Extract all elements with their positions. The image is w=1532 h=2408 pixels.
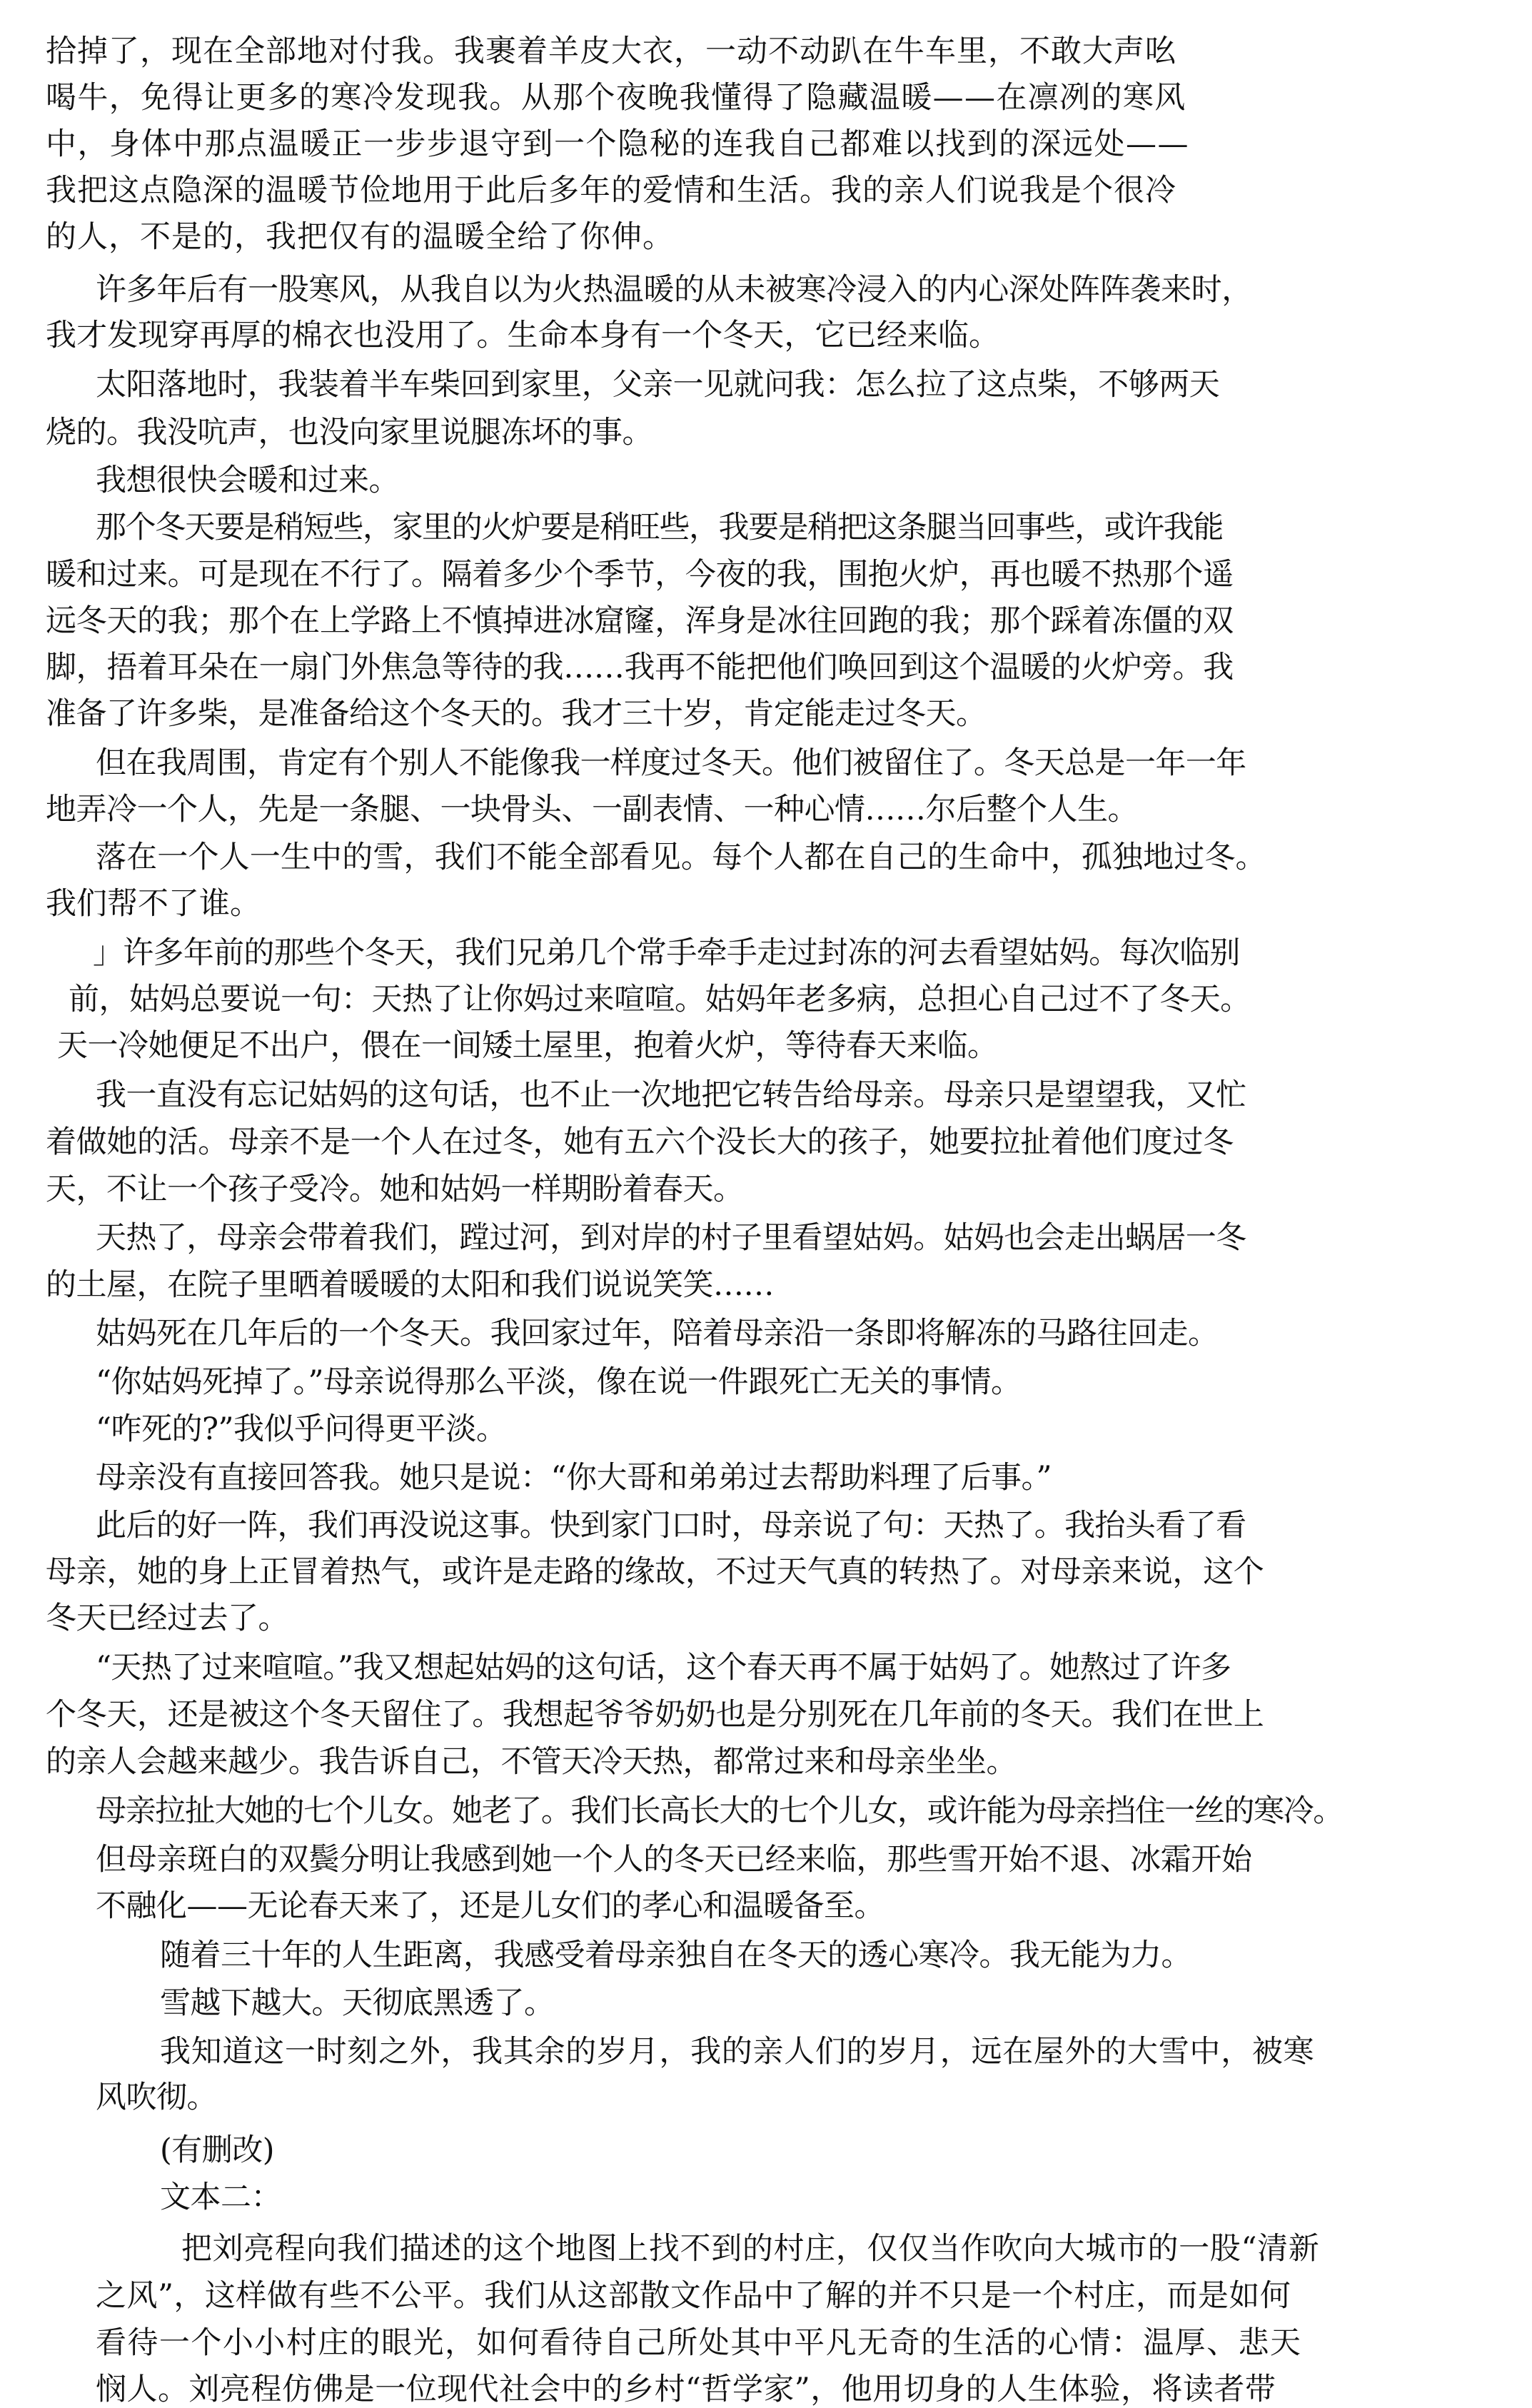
text-line: 远冬天的我；那个在上学路上不慎掉进冰窟窿，浑身是冰往回跑的我；那个踩着冻僵的双 xyxy=(46,603,1234,639)
text-line: 把刘亮程向我们描述的这个地图上找不到的村庄，仅仅当作吹向大城市的一股“清新 xyxy=(181,2231,1320,2267)
text-line: 天一冷她便足不出户，偎在一间矮土屋里，抱着火炉，等待春天来临。 xyxy=(57,1028,998,1064)
text-line: 太阳落地时，我装着半车柴回到家里，父亲一见就问我：怎么拉了这点柴，不够两天 xyxy=(96,367,1220,403)
text-line: 地弄冷一个人，先是一条腿、一块骨头、一副表情、一种心情……尔后整个人生。 xyxy=(46,792,1138,827)
text-line: 我想很快会暖和过来。 xyxy=(96,463,399,498)
text-line: “你姑妈死掉了。”母亲说得那么平淡，像在说一件跟死亡无关的事情。 xyxy=(96,1364,1022,1400)
text-line: 之风”，这样做有些不公平。我们从这部散文作品中了解的并不只是一个村庄，而是如何 xyxy=(96,2278,1291,2314)
text-line: 但母亲斑白的双鬓分明让我感到她一个人的冬天已经来临，那些雪开始不退、冰霜开始 xyxy=(96,1842,1252,1878)
text-line: 但在我周围，肯定有个别人不能像我一样度过冬天。他们被留住了。冬天总是一年一年 xyxy=(96,745,1246,781)
text-line: 落在一个人一生中的雪，我们不能全部看见。每个人都在自己的生命中，孤独地过冬。 xyxy=(96,840,1266,875)
text-line: 风吹彻。 xyxy=(96,2080,217,2115)
text-line: 的亲人会越来越少。我告诉自己，不管天冷天热，都常过来和母亲坐坐。 xyxy=(46,1744,1017,1780)
text-line: 我把这点隐深的温暖节俭地用于此后多年的爱情和生活。我的亲人们说我是个很冷 xyxy=(46,173,1176,208)
text-line: 烧的。我没吭声，也没向家里说腿冻坏的事。 xyxy=(46,415,652,450)
text-line: 我们帮不了谁。 xyxy=(46,886,261,922)
text-line: 喝牛，免得让更多的寒冷发现我。从那个夜晚我懂得了隐藏温暖——在凛冽的寒风 xyxy=(46,80,1186,116)
text-line: 中，身体中那点温暖正一步步退守到一个隐秘的连我自己都难以找到的深远处—— xyxy=(46,126,1189,162)
text-line: 文本二： xyxy=(160,2180,281,2215)
text-line: 随着三十年的人生距离，我感受着母亲独自在冬天的透心寒冷。我无能为力。 xyxy=(160,1938,1191,1973)
text-line: 不融化——无论春天来了，还是儿女们的孝心和温暖备至。 xyxy=(96,1888,885,1924)
text-line: 许多年后有一股寒风，从我自以为火热温暖的从未被寒冷浸入的内心深处阵阵袭来时， xyxy=(96,272,1252,308)
text-line: 的人，不是的，我把仅有的温暖全给了你伸。 xyxy=(46,219,674,255)
text-line: 准备了许多柴，是准备给这个冬天的。我才三十岁，肯定能走过冬天。 xyxy=(46,696,987,732)
text-line: 母亲，她的身上正冒着热气，或许是走路的缘故，不过天气真的转热了。对母亲来说，这个 xyxy=(46,1554,1264,1590)
text-line: 着做她的活。母亲不是一个人在过冬，她有五六个没长大的孩子，她要拉扯着他们度过冬 xyxy=(46,1124,1234,1160)
text-line: 的土屋，在院子里晒着暖暖的太阳和我们说说笑笑…… xyxy=(46,1267,774,1303)
text-line: 此后的好一阵，我们再没说这事。快到家门口时，母亲说了句：天热了。我抬头看了看 xyxy=(96,1508,1246,1543)
text-line: 冬天已经过去了。 xyxy=(46,1601,288,1636)
text-line: 母亲拉扯大她的七个儿女。她老了。我们长高长大的七个儿女，或许能为母亲挡住一丝的寒冷。 xyxy=(96,1793,1343,1829)
text-line: 」许多年前的那些个冬天，我们兄弟几个常手牵手走过封冻的河去看望姑妈。每次临别 xyxy=(93,935,1240,971)
text-line: 前，姑妈总要说一句：天热了让你妈过来喧喧。姑妈年老多病，总担心自己过不了冬天。 xyxy=(69,982,1251,1017)
text-line: 那个冬天要是稍短些，家里的火炉要是稍旺些，我要是稍把这条腿当回事些，或许我能 xyxy=(96,510,1223,545)
text-line: 姑妈死在几年后的一个冬天。我回家过年，陪着母亲沿一条即将解冻的马路往回走。 xyxy=(96,1316,1219,1351)
text-line: 悯人。刘亮程仿佛是一位现代社会中的乡村“哲学家”，他用切身的人生体验，将读者带 xyxy=(96,2372,1276,2407)
text-line: 我知道这一时刻之外，我其余的岁月，我的亲人们的岁月，远在屋外的大雪中，被寒 xyxy=(160,2034,1315,2070)
text-line: 雪越下越大。天彻底黑透了。 xyxy=(160,1985,555,2021)
text-line: 暖和过来。可是现在不行了。隔着多少个季节，今夜的我，围抱火炉，再也暖不热那个遥 xyxy=(46,557,1234,593)
text-line: 我一直没有忘记姑妈的这句话，也不止一次地把它转告给母亲。母亲只是望望我，又忙 xyxy=(96,1077,1246,1113)
text-line: 脚，捂着耳朵在一扇门外焦急等待的我……我再不能把他们唤回到这个温暖的火炉旁。我 xyxy=(46,650,1234,685)
text-line: 天热了，母亲会带着我们，蹚过河，到对岸的村子里看望姑妈。姑妈也会走出蜗居一冬 xyxy=(96,1220,1246,1256)
text-line: 母亲没有直接回答我。她只是说：“你大哥和弟弟过去帮助料理了后事。” xyxy=(96,1460,1052,1496)
text-line: (有删改) xyxy=(160,2132,275,2168)
text-line: 个冬天，还是被这个冬天留住了。我想起爷爷奶奶也是分别死在几年前的冬天。我们在世上 xyxy=(46,1697,1264,1733)
text-line: “天热了过来喧喧。”我又想起姑妈的这句话，这个春天再不属于姑妈了。她熬过了许多 xyxy=(96,1650,1231,1686)
text-line: 我才发现穿再厚的棉衣也没用了。生命本身有一个冬天，它已经来临。 xyxy=(46,318,1000,353)
text-line: “咋死的?”我似乎问得更平淡。 xyxy=(96,1411,507,1447)
text-line: 拾掉了，现在全部地对付我。我裹着羊皮大衣，一动不动趴在牛车里，不敢大声吆 xyxy=(46,34,1176,69)
text-line: 看待一个小小村庄的眼光，如何看待自己所处其中平凡无奇的生活的心情：温厚、悲天 xyxy=(96,2325,1302,2361)
text-line: 天，不让一个孩子受冷。她和姑妈一样期盼着春天。 xyxy=(46,1172,744,1207)
